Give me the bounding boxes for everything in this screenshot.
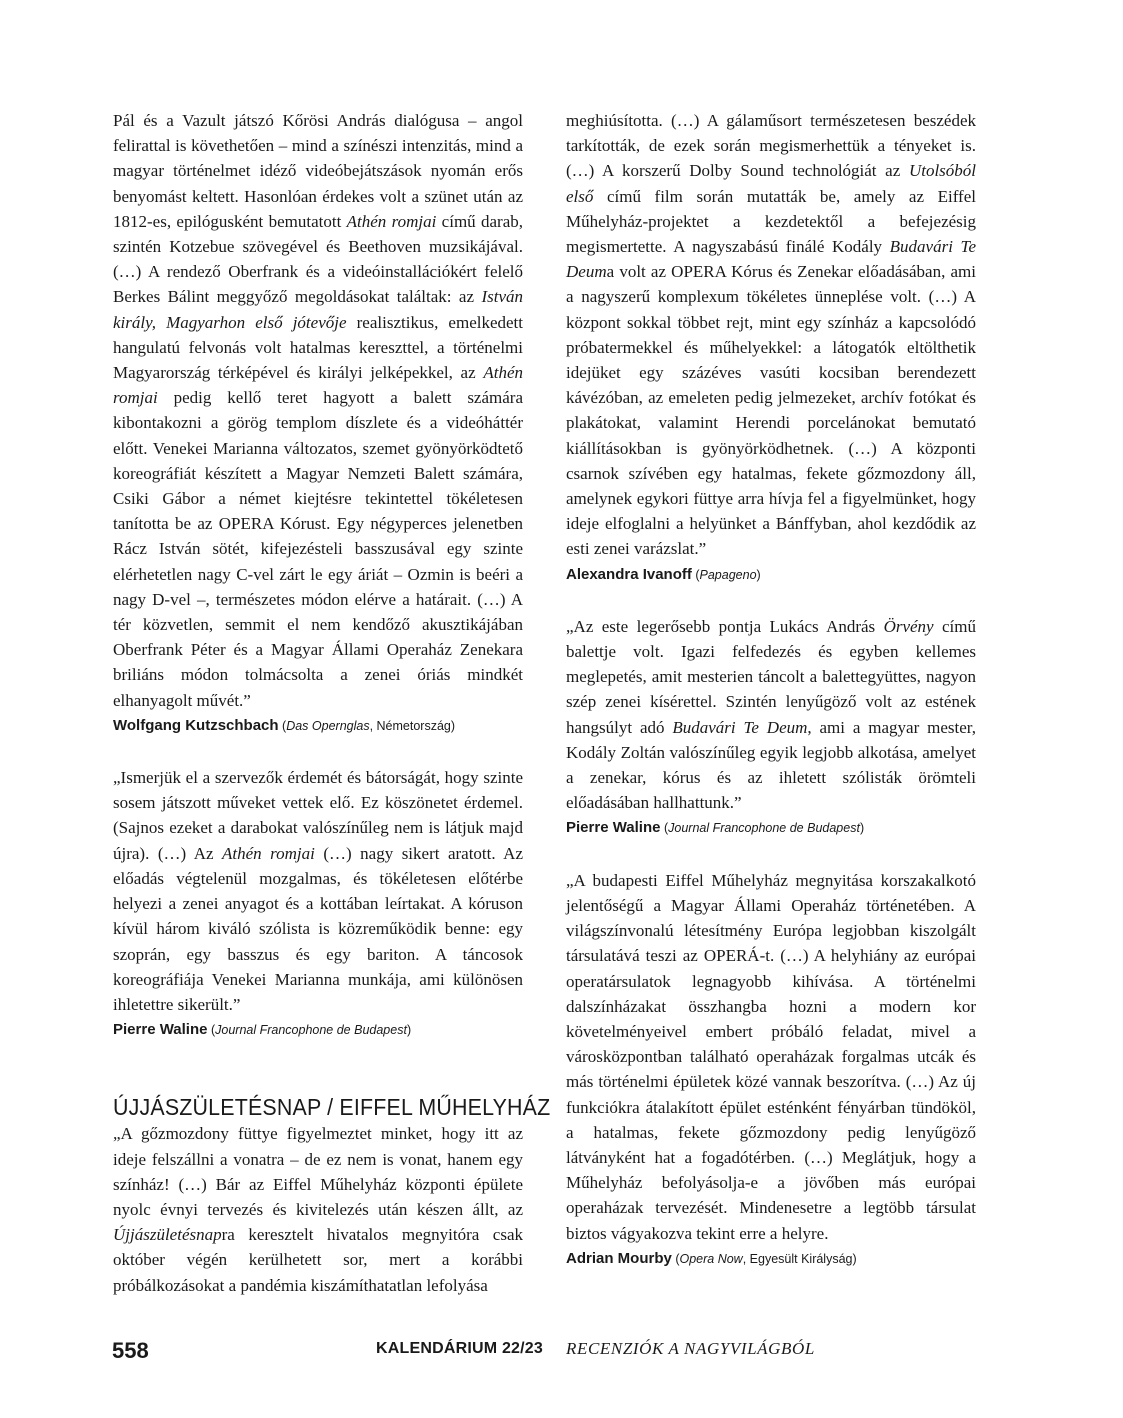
page-number: 558 bbox=[112, 1338, 149, 1363]
page-footer bbox=[0, 1338, 1123, 1368]
text-run: „A gőzmozdony füttye figyelmeztet minket, hogy itt az ideje felszállni a vonatra – de ez nem is vonat, hanem egy színház! (…) Bár az Eiffel Műhelyház központi épülete nyolc évnyi tervezés és kivitelezés után készen állt, az bbox=[113, 1124, 523, 1219]
italic-title: Utolsóból első bbox=[566, 161, 976, 206]
italic-title: Örvény bbox=[883, 616, 934, 636]
review-author: Wolfgang Kutzschbach bbox=[113, 716, 279, 734]
right-column bbox=[566, 108, 976, 1272]
section-title: RECENZIÓK A NAGYVILÁGBÓL bbox=[566, 1339, 815, 1358]
text-run: „Az este legerősebb pontja Lukács András bbox=[566, 616, 884, 636]
text-run: című darab, szintén Kotzebue szövegével és Beethoven muzsikájával. (…) A rendező Oberfrank és a videóinstallációkért felelő Berkes Bálint meggyőző megoldásokat találtak: az bbox=[113, 211, 523, 307]
text-run: ra keresztelt hivatalos megnyitóra csak október végén kerülhetett sor, mert a korábbi próbálkozásokat a pandémia kiszámíthatatlan lefolyása bbox=[113, 1225, 523, 1295]
running-title: KALENDÁRIUM 22/23 bbox=[376, 1340, 543, 1357]
italic-title: Athén romjai bbox=[222, 843, 315, 863]
text-run: (…) nagy sikert aratott. Az előadás végtelenül mozgalmas, és tökéletesen előtérbe helyezi a zenei anyagot és a kottában leírtakat. A kóruson kívül három kiváló szólista is közreműködik benne: egy szoprán, egy basszus és egy bariton. A táncosok koreográfiája Venekei Marianna munkája, ami különösen ihletettre sikerült.” bbox=[113, 843, 523, 1014]
text-run: meghiúsította. (…) A gálaműsort természetesen beszédek tarkították, de ezek során megismerhettük a tényeket is. (…) A korszerű Dolby Sound technológiát az bbox=[566, 111, 976, 181]
text-run: „A budapesti Eiffel Műhelyház megnyitása korszakalkotó jelentőségű a Magyar Állami Operaház történetében. A világszínvonalú létesítmény Európa legjobban kiszolgált társulatává teszi az OPERÁ-t. (…) A helyhiány az európai operatársulatok legnagyobb kihívása. A történelmi dalszínházakat összhangba hozni a modern kor követelményeivel embert próbáló feladat, mivel a városközpontban található operaházak forgalmas utcák és más történelmi épületek közé vannak beszorítva. (…) Az új funkciókra átalakított épület esténként fényárban tündököl, a hatalmas, fekete gőzmozdony pedig lenyűgöző látványként hat a fogadótérben. (…) Meglátjuk, hogy a Műhelyház befolyásolja-e a jövőben más európai operaházak tervezését. Mindenesetre a legtöbb társulat biztos vágyakozva tekint erre a helyre. bbox=[566, 870, 976, 1243]
review-paragraph bbox=[566, 614, 976, 816]
section-heading: ÚJJÁSZÜLETÉSNAP / EIFFEL MŰHELYHÁZ bbox=[113, 1094, 551, 1121]
review-paragraph bbox=[566, 868, 976, 1246]
review-attribution bbox=[566, 815, 976, 841]
left-column bbox=[113, 108, 551, 1298]
text-run: realisztikus, emelkedett hangulatú felvonás volt hatalmas kereszttel, a történelmi Magyarország térképével és királyi jelképekkel, az bbox=[113, 312, 524, 383]
text-run: a volt az OPERA Kórus és Zenekar előadásában, ami a nagyszerű komplexum tökéletes ünneplése volt. (…) A központ sokkal többet rejt, mint egy színház a kapcsolódó próbatermekkel és műhelyekkel: a látogatók eltölthetik idejüket egy százéves vasúti kocsiban berendezett kávézóban, az emeleten pedig jelmezeket, archív fotókat és plakátokat, valamint Herendi porcelánokat bemutató kiállításokban is gyönyörködhetnek. (…) A központi csarnok szívében egy hatalmas, fekete gőzmozdony áll, amelynek egykori füttye arra hívja fel a figyelmünket, hogy ideje elfoglalni a helyünket a Bánffyban, ahol kezdődik az esti zenei varázslat.” bbox=[566, 262, 976, 559]
review-paragraph bbox=[113, 108, 523, 713]
review-source: (Papageno) bbox=[691, 567, 761, 582]
italic-title: Újjászületésnap bbox=[113, 1225, 222, 1245]
review-author: Pierre Waline bbox=[566, 819, 661, 837]
review-author: Pierre Waline bbox=[113, 1021, 208, 1039]
italic-title: Athén romjai bbox=[346, 211, 437, 231]
review-source: (Journal Francophone de Budapest) bbox=[660, 821, 865, 836]
italic-title: Athén romjai bbox=[113, 363, 523, 408]
review-paragraph bbox=[113, 1121, 523, 1297]
text-run: pedig kellő teret hagyott a balett számára kibontakozni a görög templom díszlete és a videóháttér előtt. Venekei Marianna változatos, szemet gyönyörködtető koreográfiát készített a Magyar Nemzeti Balett számára, Csiki Gábor a német kiejtésre tekintettel tökéletesen tanította be az OPERA Kórust. Egy négyperces jelenetben Rácz István sötét, kifejezésteli basszusával egy szinte elérhetetlen nagy C-vel zárt le egy áriát – Ozmin is beéri a nagy D-vel –, természetes módon elérve a határait. (…) A tér közvetlen, semmit el nem kendőző akusztikájában Oberfrank Péter és a Magyar Állami Operaház Zenekara briliáns módon tolmácsolta a zenei óriás mindkét elhanyagolt művét.” bbox=[113, 388, 523, 710]
review-author: Adrian Mourby bbox=[566, 1249, 672, 1267]
review-attribution bbox=[113, 713, 523, 739]
text-run: című film során mutatták be, amely az Eiffel Műhelyház-projektet a kezdetektől a befejezésig megismertette. A nagyszabású finálé Kodály bbox=[566, 186, 976, 257]
review-attribution bbox=[113, 1017, 523, 1043]
text-run: című balettje volt. Igazi felfedezés és egyben kellemes meglepetés, amit mesterien táncolt a balettegyüttes, nagyon szép zenei kísérettel. Szintén lenyűgöző volt az estének hangsúlyt adó bbox=[566, 616, 976, 737]
review-attribution bbox=[566, 1246, 976, 1272]
review-author: Alexandra Ivanoff bbox=[566, 565, 692, 583]
review-paragraph bbox=[566, 108, 976, 562]
review-paragraph bbox=[113, 765, 523, 1017]
text-run: „Ismerjük el a szervezők érdemét és bátorságát, hogy szinte sosem játszott műveket vettek elő. Ez köszönetet érdemel. (Sajnos ezeket a darabokat valószínűleg nem is látjuk majd újra). (…) Az bbox=[113, 768, 523, 863]
text-run: , ami a magyar mester, Kodály Zoltán valószínűleg egyik legjobb alkotása, amelyet a zenekar, kórus és az ihletett szólisták örömteli előadásában hallhattunk.” bbox=[566, 717, 976, 813]
review-attribution bbox=[566, 562, 976, 588]
review-source: (Opera Now, Egyesült Királyság) bbox=[671, 1251, 857, 1266]
italic-title: Budavári Te Deum bbox=[672, 717, 808, 737]
italic-title: István király, Magyarhon első jótevője bbox=[113, 287, 523, 332]
review-source: (Journal Francophone de Budapest) bbox=[207, 1023, 412, 1038]
text-run: Pál és a Vazult játszó Kőrösi András dialógusa – angol felirattal is követhetően – mind a színészi intenzitás, mind a magyar történelmet idéző videóbejátszások nyomán erős benyomást keltett. Hasonlóan érdekes volt a szünet után az 1812-es, epilógusként bemutatott bbox=[113, 111, 523, 231]
review-source: (Das Opernglas, Németország) bbox=[278, 718, 456, 733]
italic-title: Budavári Te Deum bbox=[566, 237, 976, 282]
